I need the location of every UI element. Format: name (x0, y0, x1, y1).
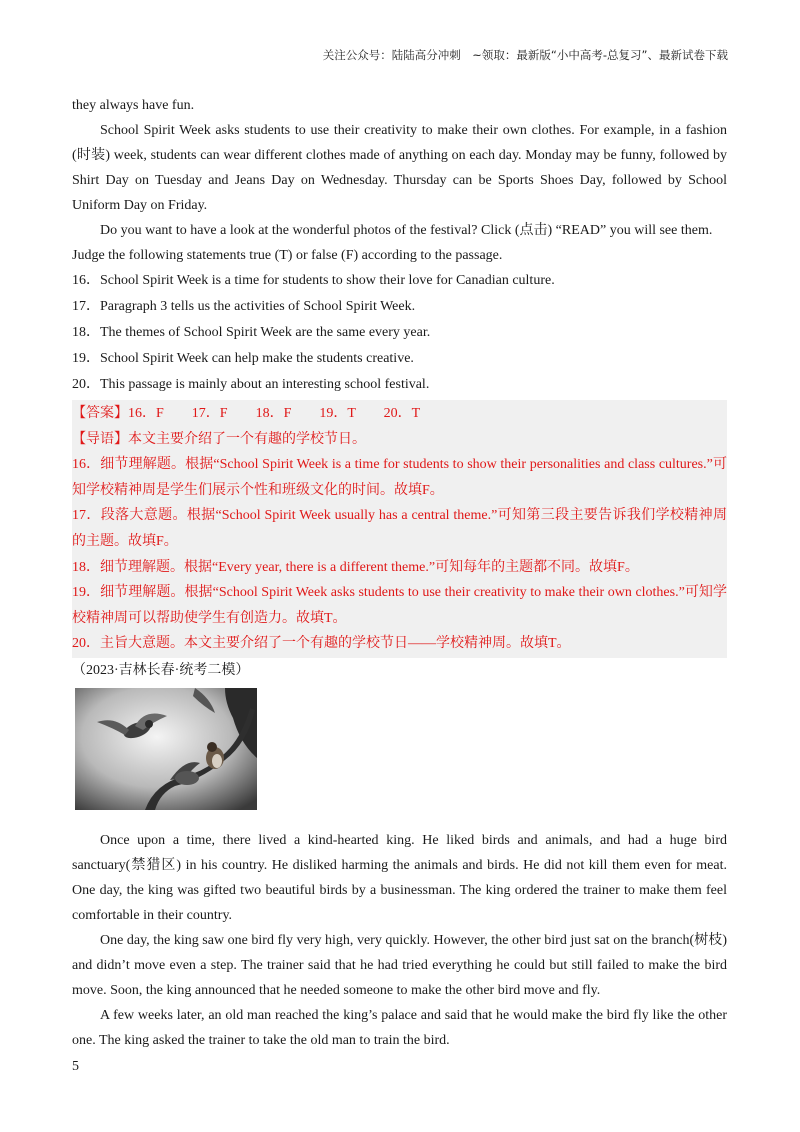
page-header: 关注公众号：陆陆高分冲刺 ~领取：最新版“小中高考-总复习”、最新试卷下载 (322, 48, 728, 62)
passage-line: they always have fun. (72, 98, 195, 113)
answer-16: 16．细节理解题。根据“School Spirit Week is a time for students to show their personalities and class cultures.”可知学校精神周是学生们展示个性和班级文化的时间。故填F。 (72, 457, 727, 498)
question-19: 19．School Spirit Week can help make the students creative. (72, 351, 414, 366)
answer-18: 18．细节理解题。根据“Every year, there is a different theme.”可知每年的主题都不同。故填F。 (72, 559, 639, 575)
story-paragraph: A few weeks later, an old man reached the king’s palace and said that he would make the bird fly like the other one. The king asked the trainer to take the old man to train the bird. (72, 1007, 727, 1048)
page-content (72, 93, 727, 1053)
instruction: Judge the following statements true (T) or false (F) according to the passage. (72, 248, 503, 263)
passage-paragraph: Do you want to have a look at the wonderful photos of the festival? Click (点击) “READ” you will see them. (100, 223, 713, 238)
birds-photo (75, 688, 257, 810)
answer-guide: 【导语】本文主要介绍了一个有趣的学校节日。 (72, 431, 366, 447)
question-16: 16．School Spirit Week is a time for students to show their love for Canadian culture. (72, 273, 555, 288)
answer-box (72, 400, 727, 658)
answer-key: 【答案】16．F 17．F 18．F 19．T 20．T (72, 406, 421, 421)
answer-20: 20．主旨大意题。本文主要介绍了一个有趣的学校节日——学校精神周。故填T。 (72, 636, 571, 652)
source-note: （2023·吉林长春·统考二模） (72, 662, 250, 678)
question-18: 18．The themes of School Spirit Week are the same every year. (72, 325, 431, 340)
question-17: 17．Paragraph 3 tells us the activities of School Spirit Week. (72, 299, 416, 314)
question-20: 20．This passage is mainly about an interesting school festival. (72, 377, 430, 392)
page-number: 5 (72, 1059, 79, 1074)
answer-19: 19．细节理解题。根据“School Spirit Week asks students to use their creativity to make their own clothes.”可知学校精神周可以帮助使学生有创造力。故填T。 (72, 585, 727, 626)
answer-17: 17．段落大意题。根据“School Spirit Week usually has a central theme.”可知第三段主要告诉我们学校精神周的主题。故填F。 (72, 508, 727, 549)
passage-paragraph: School Spirit Week asks students to use their creativity to make their own clothes. For example, in a fashion (时装) week, students can wear different clothes made of anything on each day. Monday may be funny, followed by Shirt Day on Tuesday and Jeans Day on Wednesday. Thursday can be Sports Shoes Day, followed by School Uniform Day on Friday. (72, 123, 727, 213)
story-paragraph: Once upon a time, there lived a kind-hearted king. He liked birds and animals, and had a huge bird sanctuary(禁猎区) in his country. He disliked harming the animals and birds. He did not kill them even for meat. One day, the king was gifted two beautiful birds by a businessman. The king ordered the trainer to make them feel comfortable in their country. (72, 832, 727, 923)
story-paragraph: One day, the king saw one bird fly very high, very quickly. However, the other bird just sat on the branch(树枝) and didn’t move even a step. The trainer said that he had tried everything he could but still failed to make the bird move. Soon, the king announced that he needed someone to make the other bird move and fly. (72, 932, 727, 998)
